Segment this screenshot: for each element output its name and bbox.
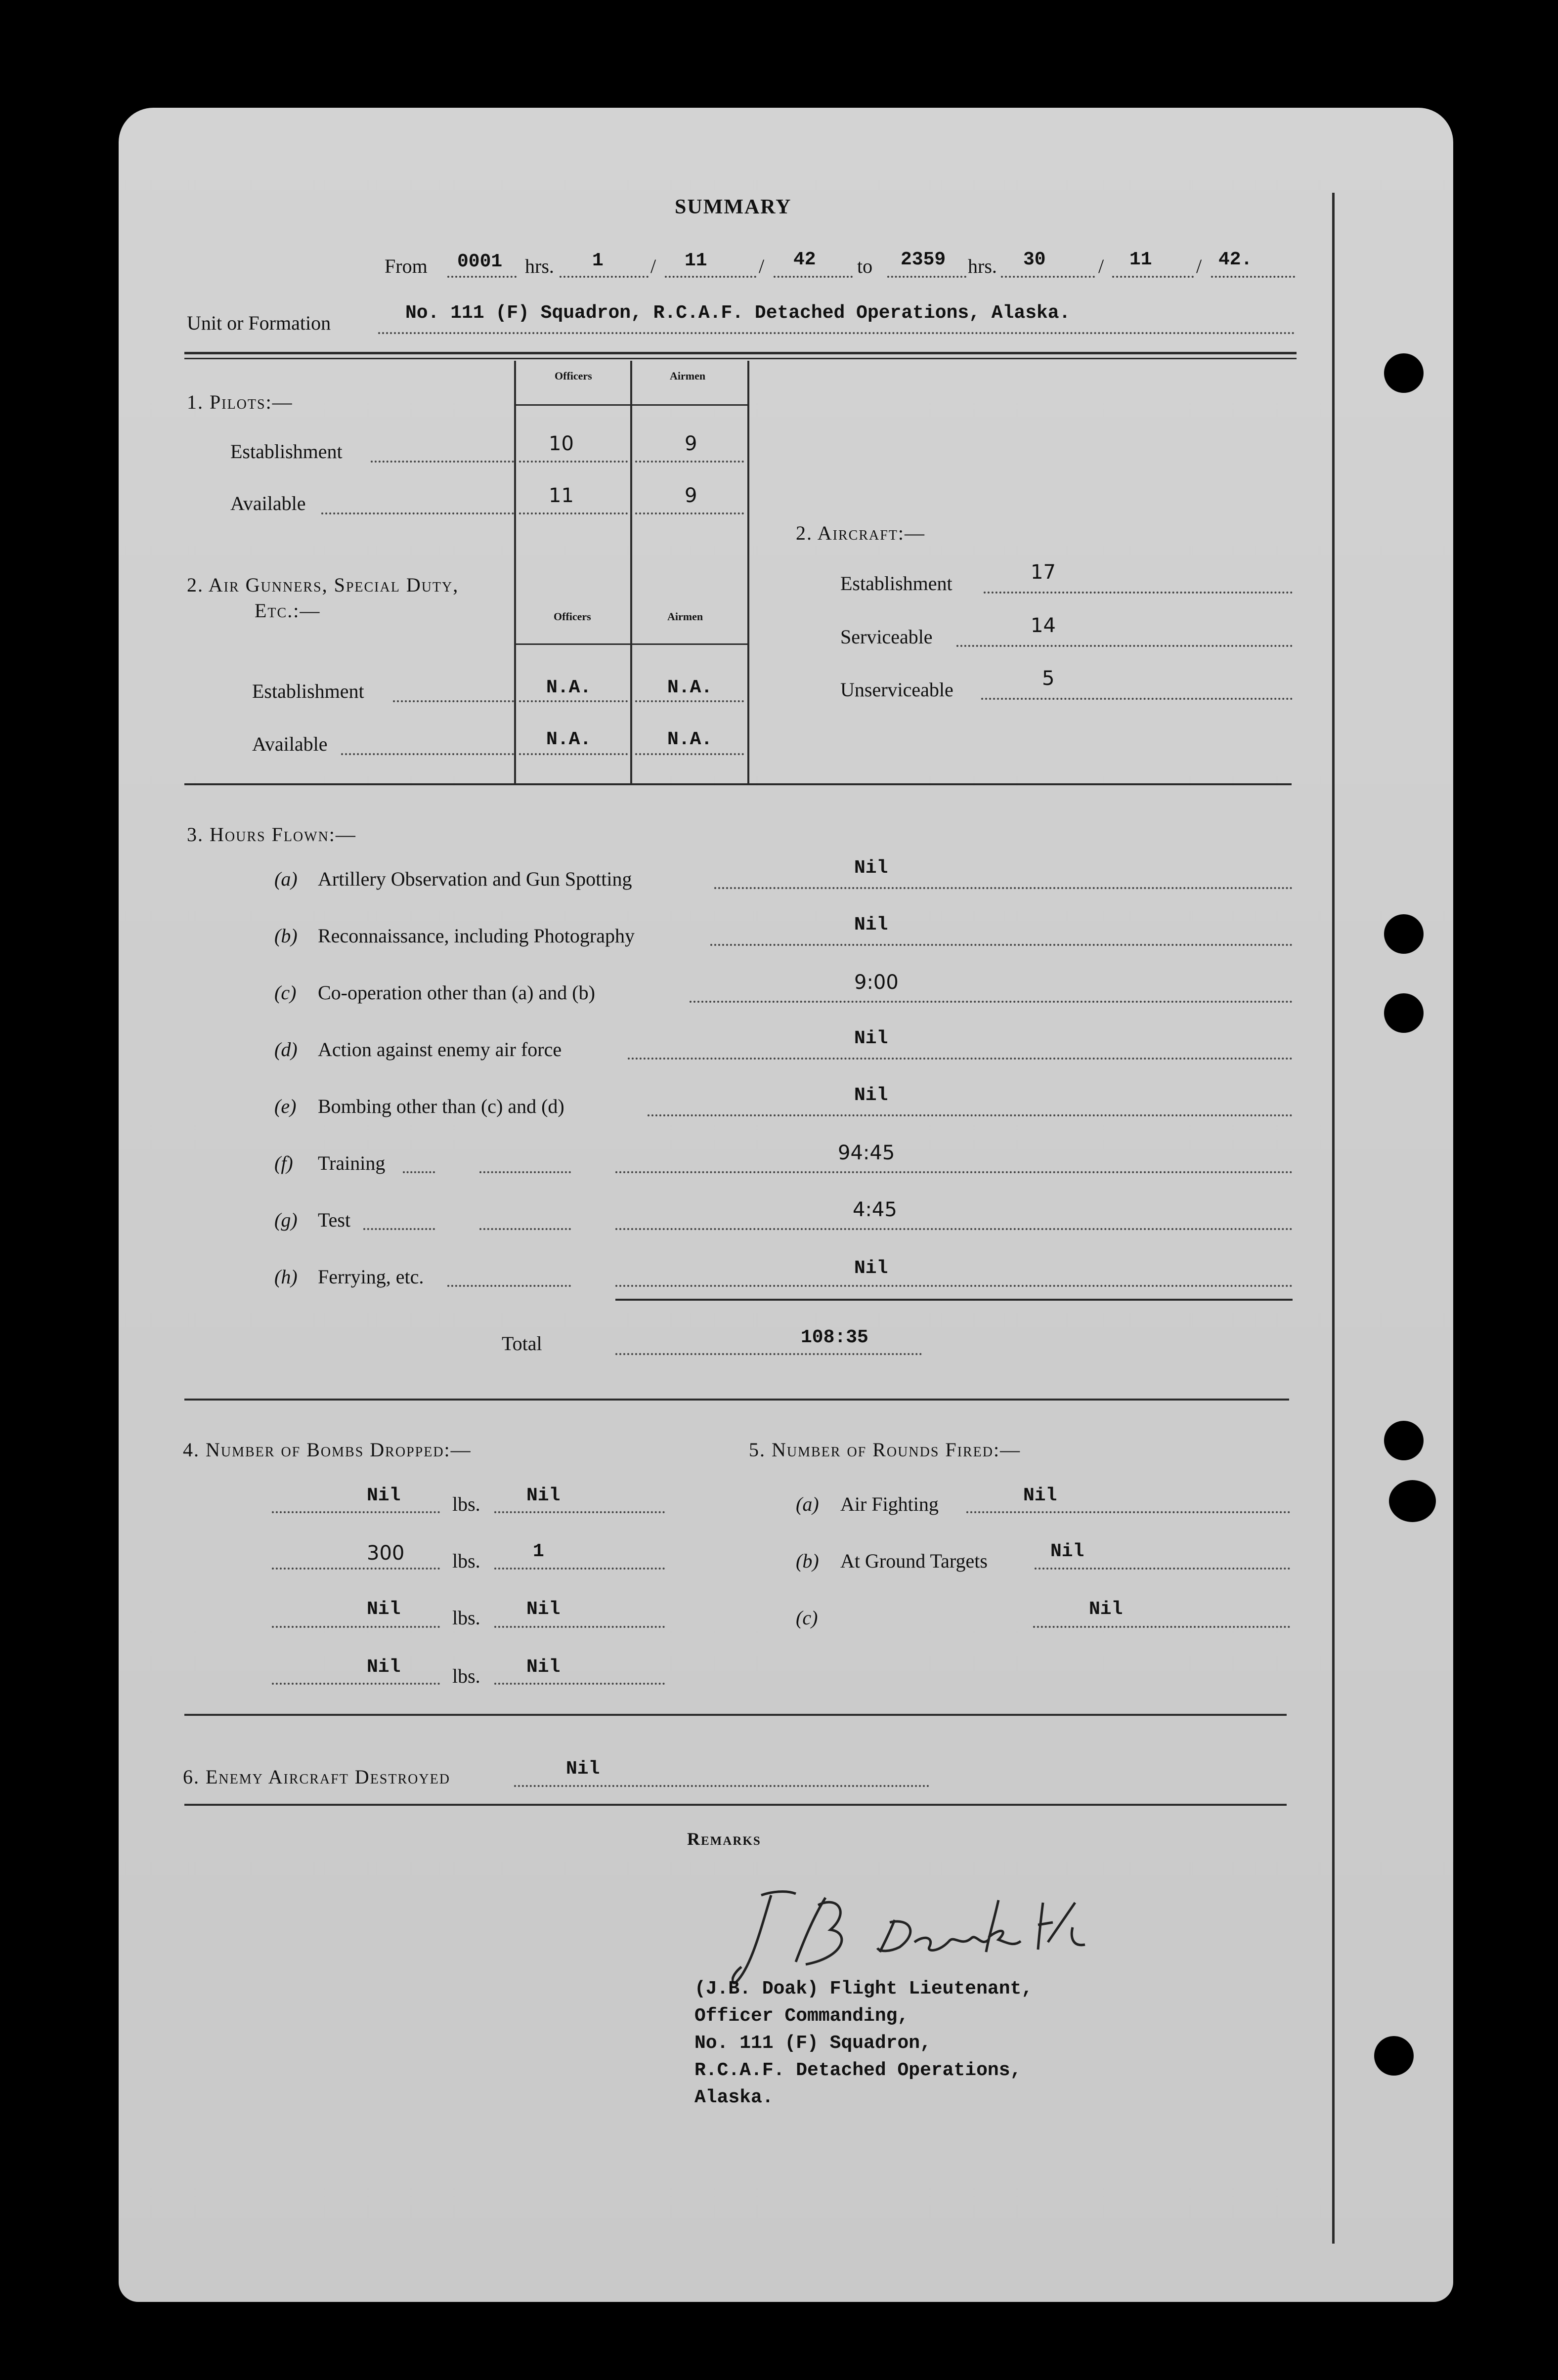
gunners-establishment-officers: N.A. xyxy=(546,677,592,698)
hours-label-a: Artillery Observation and Gun Spotting xyxy=(318,868,632,890)
dotted-line xyxy=(774,276,853,278)
punch-hole xyxy=(1384,353,1424,393)
dotted-line xyxy=(1001,276,1095,278)
dotted-line xyxy=(479,1171,571,1173)
dotted-line xyxy=(648,1114,1293,1116)
pilots-establishment-label: Establishment xyxy=(230,440,343,463)
bombs-weight-3: Nil xyxy=(367,1599,401,1620)
dotted-line xyxy=(321,512,514,514)
aircraft-unserviceable-value: 5 xyxy=(1042,667,1055,690)
dotted-line xyxy=(371,461,514,463)
hours-value-c: 9:00 xyxy=(854,971,899,994)
pilots-available-officers: 11 xyxy=(549,484,574,507)
signature-line-4: R.C.A.F. Detached Operations, xyxy=(694,2060,1022,2081)
total-rule xyxy=(615,1299,1293,1301)
date-separator: / xyxy=(759,255,765,277)
hours-label-g: Test xyxy=(318,1209,351,1231)
dotted-line xyxy=(615,1228,1293,1230)
rounds-heading: 5. Number of Rounds Fired:— xyxy=(749,1439,1021,1461)
dotted-line xyxy=(272,1626,440,1628)
dotted-line xyxy=(1035,1568,1290,1570)
gunners-heading: 2. Air Gunners, Special Duty, xyxy=(187,574,459,596)
hours-label-d: Action against enemy air force xyxy=(318,1038,562,1061)
bombs-weight-2: 300 xyxy=(367,1542,405,1565)
from-month: 11 xyxy=(685,250,707,271)
divider xyxy=(184,1714,1287,1716)
col-airmen: Airmen xyxy=(667,610,703,623)
dotted-line xyxy=(272,1511,440,1513)
dotted-line xyxy=(519,461,628,463)
punch-hole xyxy=(1384,993,1424,1033)
aircraft-unserviceable-label: Unserviceable xyxy=(840,679,953,701)
dotted-line xyxy=(363,1228,435,1230)
bombs-count-4: Nil xyxy=(526,1657,561,1678)
gunners-available-airmen: N.A. xyxy=(667,729,713,750)
dotted-line xyxy=(519,753,628,755)
pilots-establishment-airmen: 9 xyxy=(685,432,697,455)
date-separator: / xyxy=(1196,255,1202,277)
dotted-line xyxy=(514,1785,929,1787)
hours-letter-g: (g) xyxy=(274,1209,298,1231)
hours-label-b: Reconnaissance, including Photography xyxy=(318,925,635,947)
gunners-establishment-airmen: N.A. xyxy=(667,677,713,698)
dotted-line xyxy=(378,332,1295,334)
gunners-available-officers: N.A. xyxy=(546,729,592,750)
aircraft-serviceable-label: Serviceable xyxy=(840,626,933,648)
dotted-line xyxy=(560,276,649,278)
from-day: 1 xyxy=(592,250,604,271)
bombs-weight-4: Nil xyxy=(367,1657,401,1678)
dotted-line xyxy=(1211,276,1295,278)
table-rule xyxy=(630,361,632,783)
table-rule xyxy=(515,643,748,645)
to-month: 11 xyxy=(1129,249,1152,270)
pilots-establishment-officers: 10 xyxy=(549,432,574,455)
bombs-lbs-1: lbs. xyxy=(452,1493,480,1515)
to-year: 42. xyxy=(1218,249,1253,270)
bombs-lbs-4: lbs. xyxy=(452,1665,480,1687)
hours-letter-d: (d) xyxy=(274,1038,298,1061)
divider xyxy=(184,1399,1289,1401)
dotted-line xyxy=(615,1285,1293,1287)
dotted-line xyxy=(635,753,744,755)
remarks-heading: Remarks xyxy=(687,1829,761,1849)
divider xyxy=(184,358,1297,359)
col-officers: Officers xyxy=(555,370,592,382)
hours-heading: 3. Hours Flown:— xyxy=(187,823,356,846)
gunners-available-label: Available xyxy=(252,733,328,755)
rounds-letter-b: (b) xyxy=(796,1550,819,1572)
hours-letter-b: (b) xyxy=(274,925,298,947)
signature-line-1: (J.B. Doak) Flight Lieutenant, xyxy=(694,1978,1033,1999)
rounds-letter-a: (a) xyxy=(796,1493,819,1515)
hours-label-f: Training xyxy=(318,1152,386,1174)
dotted-line xyxy=(966,1511,1290,1513)
enemy-label: 6. Enemy Aircraft Destroyed xyxy=(183,1766,450,1788)
dotted-line xyxy=(710,944,1293,946)
punch-hole xyxy=(1389,1480,1436,1522)
from-time: 0001 xyxy=(457,251,503,272)
from-label: From xyxy=(385,255,428,277)
signature-line-2: Officer Commanding, xyxy=(694,2005,909,2027)
hours-letter-f: (f) xyxy=(274,1152,293,1174)
bombs-weight-1: Nil xyxy=(367,1485,401,1506)
bombs-lbs-3: lbs. xyxy=(452,1607,480,1629)
gunners-establishment-label: Establishment xyxy=(252,680,364,702)
punch-hole xyxy=(1384,914,1424,954)
dotted-line xyxy=(665,276,756,278)
hours-value-h: Nil xyxy=(854,1258,888,1279)
bombs-count-1: Nil xyxy=(526,1485,561,1506)
dotted-line xyxy=(635,700,744,702)
hours-value-b: Nil xyxy=(854,914,888,935)
rounds-value-a: Nil xyxy=(1023,1485,1057,1506)
dotted-line xyxy=(272,1683,440,1685)
hours-value-g: 4:45 xyxy=(853,1198,897,1221)
dotted-line xyxy=(635,512,744,514)
signature-line-5: Alaska. xyxy=(694,2087,774,2108)
dotted-line xyxy=(1112,276,1194,278)
hours-value-e: Nil xyxy=(854,1085,888,1106)
pilots-available-label: Available xyxy=(230,492,306,514)
table-rule xyxy=(515,404,748,406)
hours-label-c: Co-operation other than (a) and (b) xyxy=(318,981,595,1004)
punch-hole xyxy=(1384,1421,1424,1460)
rounds-label-b: At Ground Targets xyxy=(840,1550,988,1572)
to-label: to xyxy=(857,255,873,277)
dotted-line xyxy=(1033,1626,1290,1628)
hours-label-h: Ferrying, etc. xyxy=(318,1266,424,1288)
dotted-line xyxy=(615,1171,1293,1173)
divider xyxy=(184,783,1292,785)
dotted-line xyxy=(690,1001,1293,1003)
dotted-line xyxy=(272,1568,440,1570)
hours-total-value: 108:35 xyxy=(801,1327,868,1348)
rounds-letter-c: (c) xyxy=(796,1607,818,1629)
hrs-label: hrs. xyxy=(968,255,997,277)
from-year: 42 xyxy=(793,249,816,270)
pilots-heading: 1. Pilots:— xyxy=(187,391,293,413)
rounds-value-b: Nil xyxy=(1050,1541,1084,1562)
rounds-value-c: Nil xyxy=(1089,1599,1123,1620)
hours-letter-e: (e) xyxy=(274,1095,297,1117)
hours-value-f: 94:45 xyxy=(838,1142,895,1164)
table-rule xyxy=(747,361,749,783)
dotted-line xyxy=(494,1683,665,1685)
divider xyxy=(184,352,1297,354)
aircraft-establishment-label: Establishment xyxy=(840,572,952,595)
gunners-heading-2: Etc.:— xyxy=(255,599,321,622)
hours-letter-c: (c) xyxy=(274,981,297,1004)
bombs-lbs-2: lbs. xyxy=(452,1550,480,1572)
hrs-label: hrs. xyxy=(525,255,554,277)
dotted-line xyxy=(714,887,1293,889)
dotted-line xyxy=(494,1626,665,1628)
dotted-line xyxy=(447,276,517,278)
dotted-line xyxy=(494,1568,665,1570)
dotted-line xyxy=(981,698,1293,700)
bombs-heading: 4. Number of Bombs Dropped:— xyxy=(183,1439,472,1461)
pilots-available-airmen: 9 xyxy=(685,484,697,507)
bombs-count-2: 1 xyxy=(533,1541,544,1562)
hours-total-label: Total xyxy=(502,1332,542,1355)
punch-hole xyxy=(1374,2036,1414,2076)
hours-label-e: Bombing other than (c) and (d) xyxy=(318,1095,564,1117)
aircraft-serviceable-value: 14 xyxy=(1031,614,1056,637)
hours-value-a: Nil xyxy=(854,857,888,879)
signature-line-3: No. 111 (F) Squadron, xyxy=(694,2033,931,2054)
dotted-line xyxy=(341,753,514,755)
dotted-line xyxy=(984,592,1293,594)
table-rule xyxy=(514,361,516,783)
dotted-line xyxy=(519,700,628,702)
dotted-line xyxy=(393,700,514,702)
date-separator: / xyxy=(650,255,656,277)
dotted-line xyxy=(519,512,628,514)
aircraft-heading: 2. Aircraft:— xyxy=(796,522,926,544)
dotted-line xyxy=(887,276,966,278)
rounds-label-a: Air Fighting xyxy=(840,1493,939,1515)
to-time: 2359 xyxy=(901,249,946,270)
dotted-line xyxy=(635,461,744,463)
dotted-line xyxy=(628,1058,1293,1060)
unit-label: Unit or Formation xyxy=(187,312,331,334)
aircraft-establishment-value: 17 xyxy=(1031,561,1056,584)
dotted-line xyxy=(447,1285,571,1287)
dotted-line xyxy=(479,1228,571,1230)
hours-letter-a: (a) xyxy=(274,868,298,890)
dotted-line xyxy=(615,1353,922,1355)
dotted-line xyxy=(403,1171,435,1173)
date-separator: / xyxy=(1098,255,1104,277)
margin-line xyxy=(1332,193,1335,2244)
divider xyxy=(184,1804,1287,1806)
col-airmen: Airmen xyxy=(670,370,706,382)
col-officers: Officers xyxy=(554,610,591,623)
dotted-line xyxy=(956,645,1293,647)
unit-value: No. 111 (F) Squadron, R.C.A.F. Detached Operations, Alaska. xyxy=(405,302,1071,324)
hours-value-d: Nil xyxy=(854,1028,888,1049)
page-title: SUMMARY xyxy=(675,196,792,218)
dotted-line xyxy=(494,1511,665,1513)
bombs-count-3: Nil xyxy=(526,1599,561,1620)
to-day: 30 xyxy=(1023,249,1046,270)
enemy-value: Nil xyxy=(566,1758,600,1780)
hours-letter-h: (h) xyxy=(274,1266,298,1288)
